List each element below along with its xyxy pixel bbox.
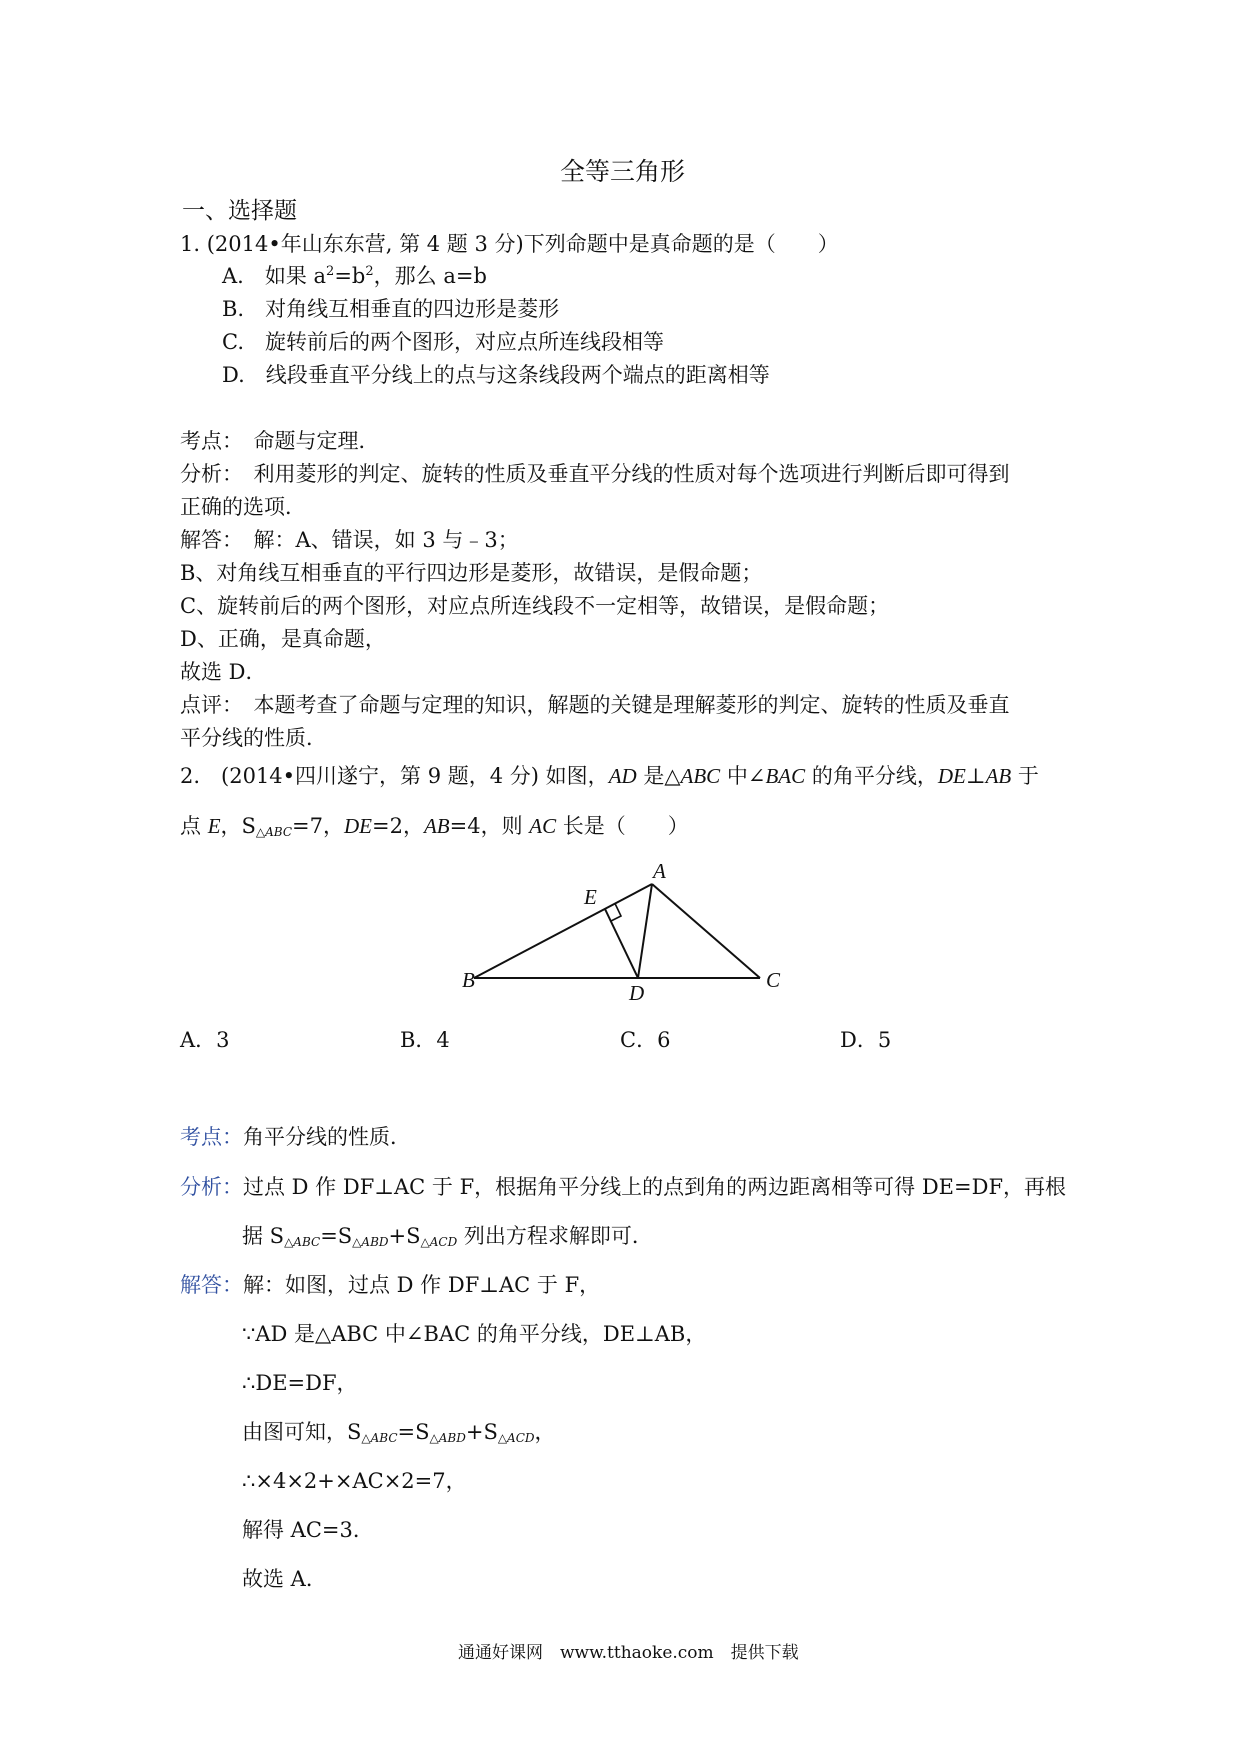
q1-option-a-suffix: ，那么 a=b — [373, 264, 487, 288]
q2-stem-1c: 是△ — [636, 764, 681, 788]
q2-jieda-text1: 解：如图，过点 D 作 DF⊥AC 于 F， — [243, 1273, 601, 1297]
q1-fenxi-line2: 正确的选项． — [180, 495, 306, 519]
q2-stem-1e: 中∠ — [720, 764, 766, 788]
q1-fenxi-line1: 分析： 利用菱形的判定、旋转的性质及垂直平分线的性质对每个选项进行判断后即可得到 — [180, 462, 1010, 486]
q2-jieda-line4 — [242, 1419, 556, 1445]
q2-stem-2d: =7， — [292, 814, 344, 838]
q1-dianping-line2: 平分线的性质． — [180, 726, 327, 750]
q2-fenxi-label: 分析： — [180, 1175, 243, 1199]
q2-fenxi-line2 — [242, 1223, 653, 1249]
q1-jieda-line5: 故选 D． — [180, 660, 267, 684]
q2-jieda-4b: =S — [397, 1420, 430, 1444]
q2-stem-2b: E — [207, 814, 221, 838]
label-d: D — [629, 981, 645, 1005]
segment-ab — [474, 884, 652, 978]
q2-stem-1a: 2. (2014•四川遂宁，第 9 题，4 分) 如图， — [180, 764, 609, 788]
label-c: C — [766, 968, 781, 992]
q2-jieda-4c: +S — [465, 1420, 498, 1444]
q2-stem-2a: 点 — [180, 814, 208, 838]
q2-stem-line2 — [180, 813, 689, 839]
q2-stem-1i: ⊥ — [965, 764, 986, 788]
q2-kaodian-text: 角平分线的性质． — [243, 1125, 411, 1149]
q2-jieda-label: 解答： — [180, 1273, 243, 1297]
q2-stem-2g: AB — [423, 814, 450, 838]
q2-stem-1k: 于 — [1011, 764, 1039, 788]
label-b: B — [462, 968, 475, 992]
label-a: A — [653, 859, 666, 883]
q2-stem-2sub: △ABC — [255, 825, 293, 839]
q2-jieda-line2: ∵AD 是△ABC 中∠BAC 的角平分线，DE⊥AB， — [242, 1322, 707, 1346]
page-footer: 通通好课网 www.tthaoke.com 提供下载 — [458, 1643, 799, 1663]
q2-option-a: A．3 — [180, 1028, 230, 1052]
q2-jieda-4d: ， — [534, 1420, 556, 1444]
q1-option-d: D. 线段垂直平分线上的点与这条线段两个端点的距离相等 — [222, 363, 770, 387]
q2-jieda-4s2: △ABD — [429, 1431, 466, 1445]
q1-stem: 1. (2014•年山东东营, 第 4 题 3 分)下列命题中是真命题的是（ ） — [180, 232, 839, 256]
q1-jieda-line4: D、正确，是真命题， — [180, 627, 386, 651]
q1-jieda-line3: C、旋转前后的两个图形，对应点所连线段不一定相等，故错误，是假命题； — [180, 594, 890, 618]
q2-fenxi-2c: +S — [388, 1224, 421, 1248]
q2-stem-1j: AB — [985, 764, 1012, 788]
q2-stem-2e: DE — [344, 814, 372, 838]
q2-fenxi-2b: =S — [320, 1224, 353, 1248]
q1-kaodian: 考点： 命题与定理． — [180, 429, 380, 453]
q2-stem-1b: AD — [608, 764, 637, 788]
q1-option-a-exp1: 2 — [326, 264, 335, 279]
q2-stem-2i: AC — [529, 814, 557, 838]
q2-jieda-line1 — [180, 1272, 600, 1298]
q2-fenxi-text1: 过点 D 作 DF⊥AC 于 F，根据角平分线上的点到角的两边距离相等可得 DE=DF，再根 — [243, 1175, 1067, 1199]
q1-jieda-line1: 解答： 解：A、错误，如 3 与﹣3； — [180, 528, 519, 552]
q2-fenxi-2s2: △ABD — [352, 1235, 389, 1249]
q2-option-c: C．6 — [620, 1028, 671, 1052]
q2-stem-2c: ，S — [220, 814, 256, 838]
q2-jieda-4a: 由图可知，S — [242, 1420, 362, 1444]
q1-option-a-exp2: 2 — [365, 264, 374, 279]
q2-fenxi-line1 — [180, 1174, 1066, 1200]
q1-jieda-line2: B、对角线互相垂直的平行四边形是菱形，故错误，是假命题； — [180, 561, 763, 585]
q2-option-b: B．4 — [400, 1028, 450, 1052]
q2-stem-2f: =2， — [372, 814, 424, 838]
q2-jieda-line3: ∴DE=DF， — [242, 1371, 358, 1395]
section-heading: 一、选择题 — [182, 198, 297, 224]
q2-jieda-4s3: △ACD — [497, 1431, 535, 1445]
q2-jieda-line5: ∴×4×2+×AC×2=7， — [242, 1469, 467, 1493]
label-e: E — [584, 885, 597, 909]
q2-stem-1f: BAC — [765, 764, 806, 788]
q2-jieda-4s1: △ABC — [361, 1431, 398, 1445]
q2-stem-1g: 的角平分线， — [805, 764, 938, 788]
segment-ac — [652, 884, 760, 978]
q2-fenxi-2a: 据 S — [242, 1224, 285, 1248]
q1-option-b: B. 对角线互相垂直的四边形是菱形 — [222, 297, 560, 321]
q2-option-d: D．5 — [840, 1028, 892, 1052]
q2-stem-line1 — [180, 763, 1039, 789]
q2-kaodian — [180, 1124, 411, 1150]
q1-option-a-prefix: A. 如果 a — [222, 264, 327, 288]
segment-de — [605, 909, 638, 978]
q1-option-a-mid: =b — [334, 264, 366, 288]
q2-stem-1d: ABC — [680, 764, 721, 788]
q2-stem-2j: 长是（ ） — [556, 814, 689, 838]
q1-dianping-line1: 点评： 本题考查了命题与定理的知识，解题的关键是理解菱形的判定、旋转的性质及垂直 — [180, 693, 1010, 717]
page-title: 全等三角形 — [560, 157, 686, 186]
q2-stem-1h: DE — [937, 764, 966, 788]
q2-jieda-line7: 故选 A． — [242, 1567, 327, 1591]
q2-stem-2h: =4，则 — [449, 814, 530, 838]
q2-fenxi-2s3: △ACD — [420, 1235, 458, 1249]
q1-option-a — [222, 263, 487, 289]
q2-fenxi-2s1: △ABC — [284, 1235, 321, 1249]
q2-jieda-line6: 解得 AC=3． — [242, 1518, 374, 1542]
q2-fenxi-2d: 列出方程求解即可． — [457, 1224, 653, 1248]
q1-option-c: C. 旋转前后的两个图形，对应点所连线段相等 — [222, 330, 664, 354]
q2-kaodian-label: 考点： — [180, 1125, 243, 1149]
triangle-figure — [440, 850, 800, 1010]
segment-ad — [638, 884, 652, 978]
